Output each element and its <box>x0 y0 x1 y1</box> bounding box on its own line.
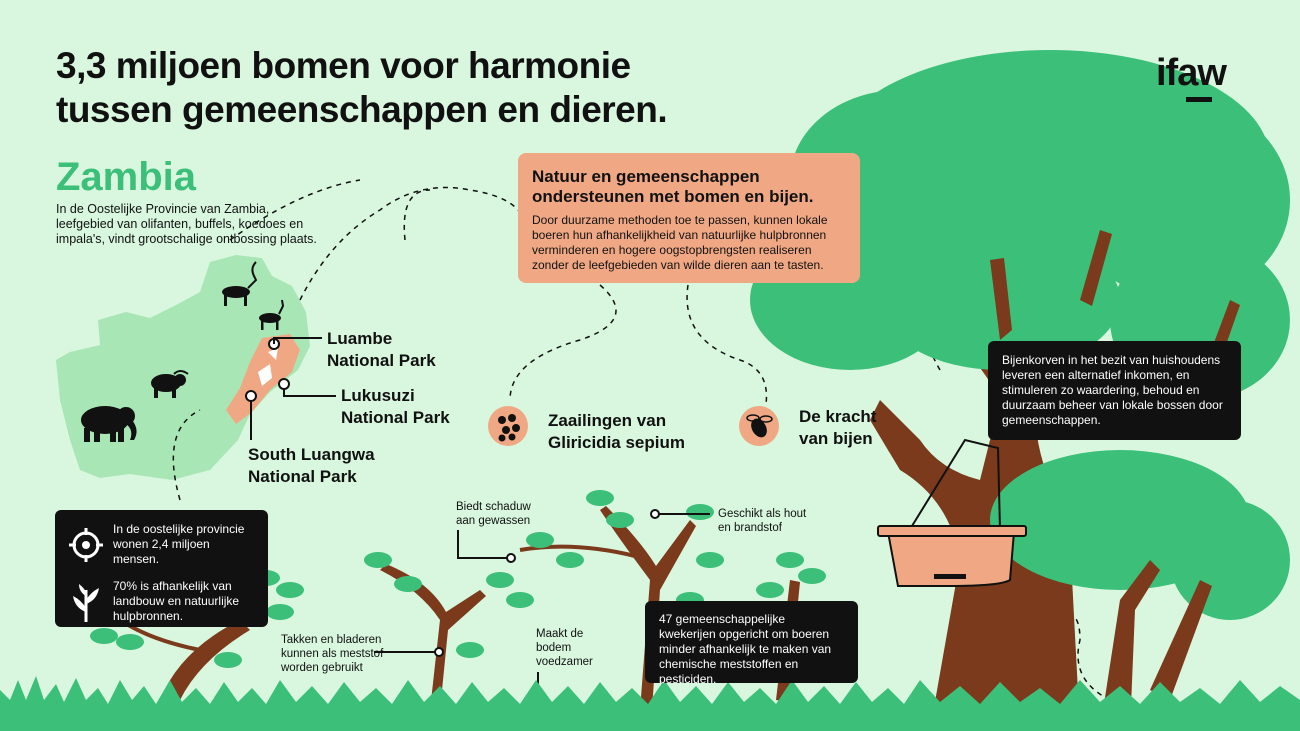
bee-icon <box>739 406 779 446</box>
title-line-1: 3,3 miljoen bomen voor harmonie <box>56 45 631 86</box>
page-title <box>56 44 667 132</box>
bees-line-2: van bijen <box>799 429 873 448</box>
seedlings-label <box>548 410 685 454</box>
stats-box <box>55 510 268 627</box>
wood-line-1: Geschikt als hout <box>718 508 807 520</box>
country-heading: Zambia <box>56 155 197 199</box>
seedlings-line-2: Gliricidia sepium <box>548 433 685 452</box>
info-heading-line-2: ondersteunen met bomen en bijen. <box>532 187 814 206</box>
info-heading-line-1: Natuur en gemeenschappen <box>532 167 760 186</box>
lukusuzi-line-1: Lukusuzi <box>341 386 415 405</box>
stat-population <box>69 522 254 567</box>
soil-line-2: bodem <box>536 642 572 654</box>
luambe-line-1: Luambe <box>327 329 393 348</box>
beehives-box <box>988 341 1241 440</box>
title-line-2: tussen gemeenschappen en dieren. <box>56 89 668 130</box>
info-box <box>518 153 860 283</box>
bees-line-1: De kracht <box>799 407 877 426</box>
stat-population-text: In de oostelijke provincie wonen 2,4 miljoen mensen. <box>113 522 245 566</box>
south-luangwa-line-2: National Park <box>248 467 357 486</box>
intro-text: In de Oostelijke Provincie van Zambia, leefgebied van olifanten, buffels, koedoes en impala's, vindt grootschalige ontbossing plaats. <box>56 202 317 246</box>
lukusuzi-label <box>341 385 450 429</box>
fertilizer-line-3: worden gebruikt <box>281 662 363 674</box>
crop-icon <box>69 582 103 622</box>
nurseries-box <box>645 601 858 686</box>
shade-line-2: aan gewassen <box>456 515 531 527</box>
soil-line-1: Maakt de <box>536 628 584 640</box>
target-icon <box>69 528 103 562</box>
bees-label <box>799 406 876 450</box>
middle-plant <box>364 552 534 710</box>
luambe-label <box>327 328 436 372</box>
seedlings-line-1: Zaailingen van <box>548 411 667 430</box>
shade-annotation <box>456 500 531 528</box>
info-box-body: Door duurzame methoden toe te passen, kunnen lokale boeren hun afhankelijkheid van natuurlijke hulpbronnen verminderen en hogere oogstopbrengsten realiseren zonder de leefgebieden van wilde dieren aan te tasten. <box>532 213 828 272</box>
luambe-line-2: National Park <box>327 351 436 370</box>
fertilizer-annotation <box>281 633 383 675</box>
south-luangwa-label <box>248 444 375 488</box>
stat-dependency-text: 70% is afhankelijk van landbouw en natuurlijke hulpbronnen. <box>113 579 240 623</box>
wood-line-2: en brandstof <box>718 522 782 534</box>
soil-line-3: voedzamer <box>536 656 593 668</box>
lukusuzi-line-2: National Park <box>341 408 450 427</box>
wood-annotation <box>718 507 806 535</box>
ifaw-logo: ifaw <box>1156 52 1226 94</box>
south-luangwa-line-1: South Luangwa <box>248 445 375 464</box>
info-box-heading <box>532 167 846 207</box>
fertilizer-line-2: kunnen als meststof <box>281 648 384 660</box>
beehives-text: Bijenkorven in het bezit van huishoudens leveren een alternatief inkomen, en stimuleren zo waardering, behoud en duurzaam beheer van lokale bossen door gemeenschappen. <box>1002 353 1223 427</box>
soil-annotation <box>536 627 593 669</box>
seeds-icon <box>488 406 528 446</box>
fertilizer-line-1: Takken en bladeren <box>281 634 382 646</box>
shade-line-1: Biedt schaduw <box>456 501 531 513</box>
stat-dependency <box>69 579 254 624</box>
logo-underline <box>1186 97 1212 102</box>
nurseries-text: 47 gemeenschappelijke kwekerijen opgericht om boeren minder afhankelijk te maken van chemische meststoffen en pesticiden. <box>659 612 832 686</box>
